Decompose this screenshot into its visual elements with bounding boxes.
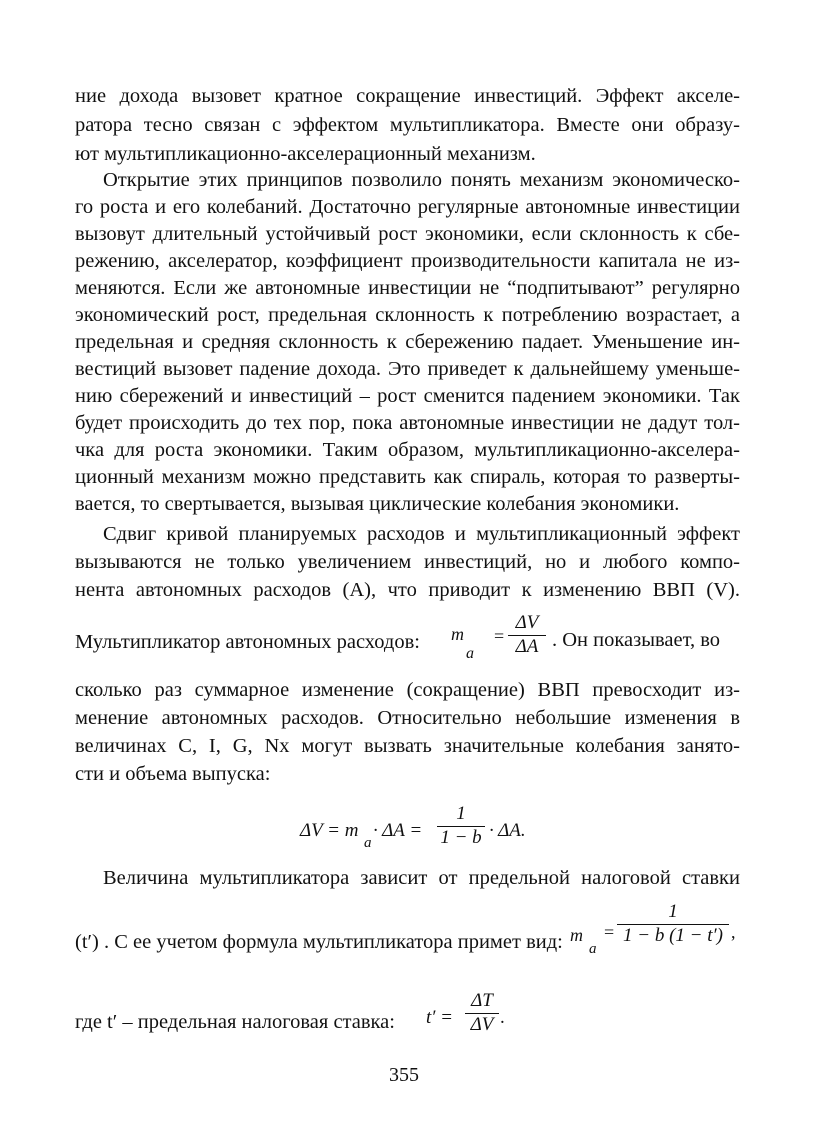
text-line: ют мультипликационно-акселерационный механизм. bbox=[75, 143, 536, 165]
math-equals: = bbox=[604, 922, 615, 942]
text-line: вызовут длительный устойчивый рост экономики, если склонность к сбе- bbox=[75, 223, 740, 245]
text-line: нию сбережений и инвестиций – рост сменится падением экономики. Так bbox=[75, 385, 740, 407]
fraction-dv-da bbox=[508, 612, 546, 658]
math-subscript: a bbox=[364, 835, 372, 851]
fraction-denominator: ΔA bbox=[515, 636, 539, 657]
math-equals: = bbox=[494, 626, 505, 646]
text-line: сколько раз суммарное изменение (сокращение) ВВП превосходит из- bbox=[75, 679, 740, 701]
math-m: m bbox=[451, 624, 464, 644]
text-line: экономический рост, предельная склонность к потреблению возрастает, а bbox=[75, 304, 740, 326]
multiplier-lead: Мультипликатор автономных расходов: bbox=[75, 631, 420, 653]
fraction-one-over bbox=[437, 803, 485, 849]
text-line: будет происходить до тех пор, пока автономные инвестиции не дадут тол- bbox=[75, 412, 740, 434]
fraction-numerator: ΔV bbox=[515, 612, 539, 633]
text-line: вается, то свертывается, вызывая циклические колебания экономики. bbox=[75, 493, 680, 515]
tax-lead: где t′ – предельная налоговая ставка: bbox=[75, 1011, 395, 1033]
fraction-numerator: 1 bbox=[668, 901, 678, 922]
fraction-denominator: 1 − b bbox=[440, 827, 482, 848]
text-line: вестиций вызовет падение дохода. Это приведет к дальнейшему уменьше- bbox=[75, 358, 740, 380]
math-subscript: a bbox=[589, 941, 597, 957]
fraction-numerator: 1 bbox=[456, 803, 466, 824]
text-line: предельная и средняя склонность к сбережению падает. Уменьшение ин- bbox=[75, 331, 740, 353]
formula-lhs: ΔV = m bbox=[300, 820, 359, 841]
text-line: меняются. Если же автономные инвестиции не “подпитывают” регулярно bbox=[75, 277, 740, 299]
text-line: сти и объема выпуска: bbox=[75, 763, 271, 785]
formula-tail: , bbox=[731, 922, 736, 942]
text-line: режению, акселератор, коэффициент производительности капитала не из- bbox=[75, 250, 740, 272]
fraction-dt-dv bbox=[465, 990, 499, 1036]
fraction-numerator: ΔT bbox=[471, 990, 493, 1011]
fraction-tax-multiplier bbox=[617, 901, 729, 947]
fraction-denominator: 1 − b (1 − t′) bbox=[623, 925, 723, 946]
formula-lhs: t′ = bbox=[426, 1007, 454, 1028]
text-line: менение автономных расходов. Относительно небольшие изменения в bbox=[75, 707, 740, 729]
text-line: Величина мультипликатора зависит от предельной налоговой ставки bbox=[103, 867, 740, 889]
formula-tail: . bbox=[500, 1007, 505, 1028]
text-line: величинах С, I, G, Nx могут вызвать значительные колебания занято- bbox=[75, 735, 740, 757]
formula-tail: · ΔA. bbox=[489, 820, 526, 841]
text-line: нента автономных расходов (А), что приводит к изменению ВВП (V). bbox=[75, 579, 740, 601]
fraction-denominator: ΔV bbox=[470, 1014, 494, 1035]
math-m: m bbox=[570, 925, 583, 945]
text-line: го роста и его колебаний. Достаточно регулярные автономные инвестиции bbox=[75, 196, 740, 218]
text-line: Сдвиг кривой планируемых расходов и мультипликационный эффект bbox=[103, 523, 740, 545]
text-line: (t′) . С ее учетом формула мультипликатора примет вид: bbox=[75, 931, 563, 953]
text-line: Открытие этих принципов позволило понять механизм экономическо- bbox=[103, 169, 740, 191]
text-line: ние дохода вызовет кратное сокращение инвестиций. Эффект акселе- bbox=[75, 85, 740, 107]
math-subscript: a bbox=[466, 645, 474, 662]
page-number: 355 bbox=[389, 1064, 419, 1086]
text-line: чка для роста экономики. Таким образом, мультипликационно-акселера- bbox=[75, 439, 740, 461]
text-line: ционный механизм можно представить как спираль, которая то разверты- bbox=[75, 466, 740, 488]
formula-mid: · ΔA = bbox=[373, 820, 423, 841]
text-line: ратора тесно связан с эффектом мультипликатора. Вместе они образу- bbox=[75, 114, 740, 136]
text-line: вызываются не только увеличением инвестиций, но и любого компо- bbox=[75, 551, 740, 573]
multiplier-tail: . Он показывает, во bbox=[552, 629, 721, 651]
